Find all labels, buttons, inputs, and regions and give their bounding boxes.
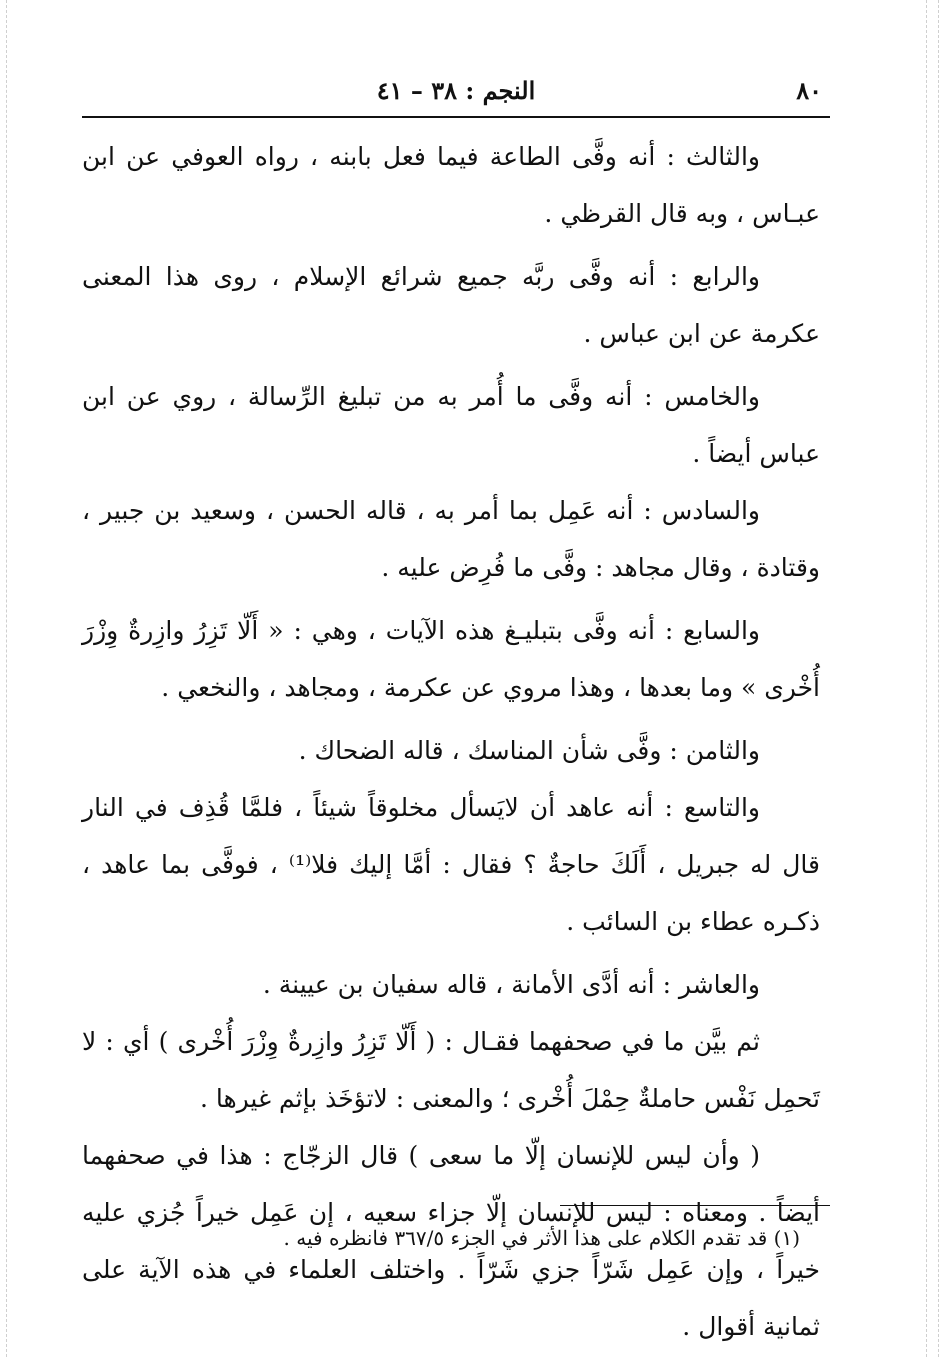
page-header	[82, 70, 830, 110]
running-title: النجم : ٣٨ – ٤١	[376, 76, 536, 105]
paragraph: والخامس : أنه وفَّى ما أُمر به من تبليغ الرِّسالة ، روي عن ابن عباس أيضاً .	[82, 382, 820, 468]
footnote-rule	[560, 1205, 830, 1206]
paragraph: والعاشر : أنه أدَّى الأمانة ، قاله سفيان بن عيينة .	[262, 970, 760, 999]
paragraph: والرابع : أنه وفَّى ربَّه جميع شرائع الإسلام ، روى هذا المعنى عكرمة عن ابن عباس .	[82, 262, 820, 348]
scan-guide-line	[6, 0, 7, 1357]
footnote: (١) قد تقدم الكلام على هذا الأثر في الجزء ٣٦٧/٥ فانظره فيه .	[283, 1226, 800, 1250]
paragraph: والثامن : وفَّى شأن المناسك ، قاله الضحاك .	[298, 736, 760, 765]
paragraph: ( وأن ليس للإنسان إلّا ما سعى ) قال الزجّاج : هذا في صحفهما أيضاً . ومعناه : ليس للإنسان إلّا جزاء سعيه ، إن عَمِل خيراً جُزي عليه خيراً ، وإن عَمِل شَرّاً جزي شَرّاً . واختلف العلماء في هذه الآية على ثمانية أقوال .	[82, 1141, 820, 1341]
paragraph: والثالث : أنه وفَّى الطاعة فيما فعل بابنه ، رواه العوفي عن ابن عبـاس ، وبه قال القرظي .	[82, 142, 820, 228]
page-number: ٨٠	[796, 76, 822, 105]
paragraph: ثم بيَّن ما في صحفهما فقـال : ( أَلّا تَزِرُ وازِرةٌ وِزْرَ أُخْرى ) أي : لا تَحمِل نَفْس حاملةٌ حِمْلَ أُخْرى ؛ والمعنى : لاتؤخَذ بإثم غيرها .	[82, 1027, 820, 1113]
main-text	[82, 128, 820, 1355]
paragraph: والسادس : أنه عَمِل بما أمر به ، قاله الحسن ، وسعيد بن جبير ، وقتادة ، وقال مجاهد : وفَّى ما فُرِض عليه .	[82, 496, 820, 582]
scan-guide-line	[926, 0, 927, 1357]
header-rule	[82, 116, 830, 118]
paragraph: والسابع : أنه وفَّى بتبليـغ هذه الآيات ، وهي : « أَلّا تَزِرُ وازِرةٌ وِزْرَ أُخْرى » وما بعدها ، وهذا مروي عن عكرمة ، ومجاهد ، والنخعي .	[82, 616, 820, 702]
scan-guide-line	[938, 0, 939, 1357]
paragraph: والتاسع : أنه عاهد أن لايَسأل مخلوقاً شيئاً ، فلمَّا قُذِف في النار قال له جبريل ، أَلَكَ حاجةٌ ؟ فقال : أمَّا إليك فلا⁽¹⁾ ، فوفَّى بما عاهد ، ذكـره عطاء بن السائب .	[82, 793, 820, 936]
